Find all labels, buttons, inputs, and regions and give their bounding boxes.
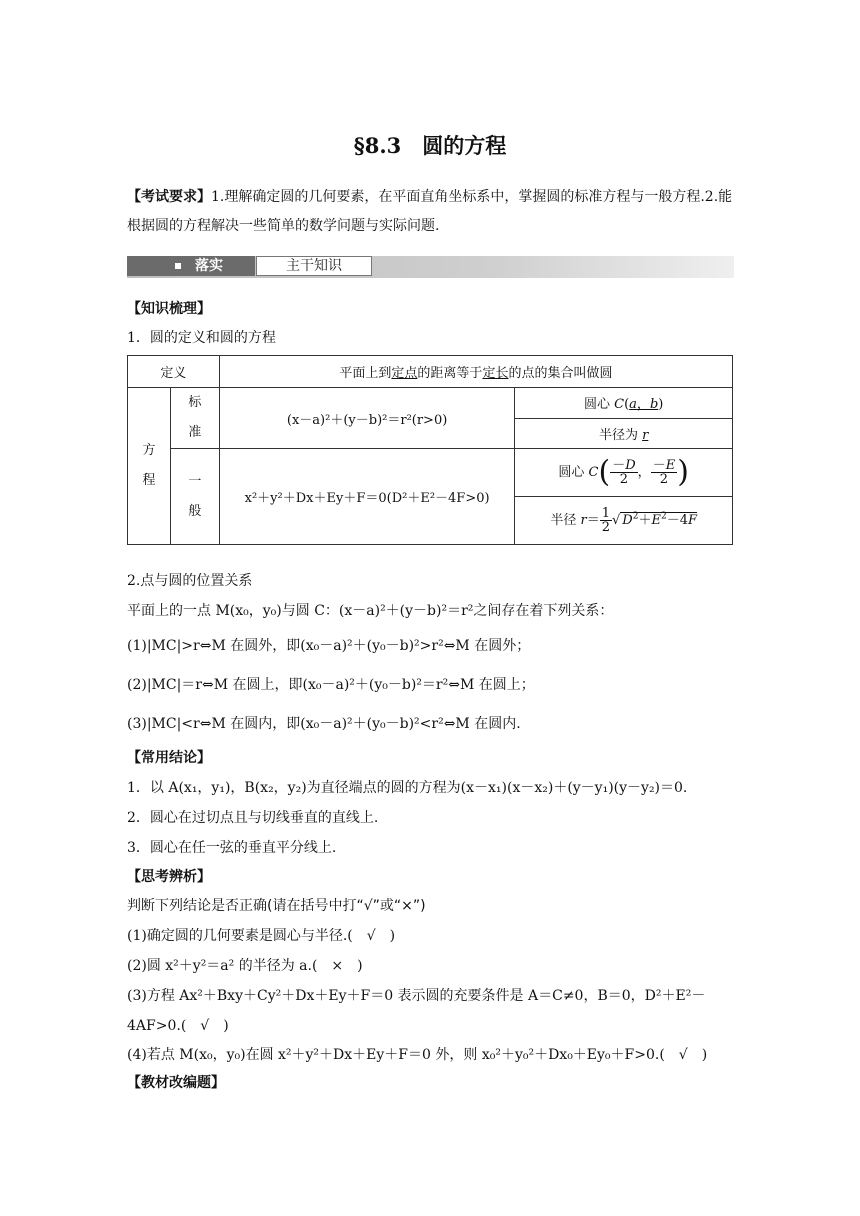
thinking-item-1: (1)确定圆的几何要素是圆心与半径.( √ ) [127,928,396,944]
position-item-3: (3)|MC|<r⇔M 在圆内，即(x₀－a)²＋(y₀－b)²<r²⇔M 在圆内. [127,716,521,732]
knowledge-heading: 【知识梳理】 [127,301,211,317]
thinking-heading: 【思考辨析】 [127,869,211,885]
position-item-2: (2)|MC|＝r⇔M 在圆上，即(x₀－a)²＋(y₀－b)²＝r²⇔M 在圆上； [127,677,535,693]
thinking-item-3: (3)方程 Ax²＋Bxy＋Cy²＋Dx＋Ey＋F＝0 表示圆的充要条件是 A＝C≠0，B＝0，D²＋E²－ [127,988,706,1004]
standard-radius: 半径为 r [515,418,733,449]
circle-equation-table [127,355,733,545]
square-bullet-icon [175,263,181,269]
thinking-item-2: (2)圆 x²＋y²＝a² 的半径为 a.( × ) [127,958,363,974]
conclusion-item-1: 1．以 A(x₁，y₁)，B(x₂，y₂)为直径端点的圆的方程为(x－x₁)(x－x₂)＋(y－y₁)(y－y₂)＝0. [127,780,688,796]
definition-label: 定义 [128,356,220,388]
standard-equation: (x－a)²＋(y－b)²＝r²(r>0) [219,388,514,449]
thinking-item-4: (4)若点 M(x₀，y₀)在圆 x²＋y²＋Dx＋Ey＋F＝0 外，则 x₀²＋y₀²＋Dx₀＋Ey₀＋F>0.( √ ) [127,1047,708,1063]
conclusion-item-2: 2．圆心在过切点且与切线垂直的直线上. [127,810,379,826]
position-heading: 2.点与圆的位置关系 [127,573,253,589]
standard-label: 标 准 [170,388,219,449]
general-equation: x²＋y²＋Dx＋Ey＋F＝0(D²＋E²－4F>0) [219,449,514,545]
general-label: 一 般 [170,449,219,545]
thinking-intro: 判断下列结论是否正确(请在括号中打“√”或“×”) [127,898,426,914]
banner-left [127,256,255,276]
knowledge-item-1: 1．圆的定义和圆的方程 [127,330,276,346]
exam-requirement-text: 1.理解确定圆的几何要素，在平面直角坐标系中，掌握圆的标准方程与一般方程.2.能根据圆的方程解决一些简单的数学问题与实际问题. [127,189,733,234]
textbook-heading: 【教材改编题】 [127,1075,225,1091]
page-title: §8.3 圆的方程 [353,133,507,158]
thinking-item-3-cont: 4AF>0.( √ ) [127,1018,229,1034]
exam-requirement [127,183,734,241]
section-banner [127,256,734,278]
definition-text: 平面上到定点的距离等于定长的点的集合叫做圆 [219,356,732,388]
equation-label: 方 程 [128,388,171,545]
banner-right-label: 主干知识 [256,256,372,276]
position-item-1: (1)|MC|>r⇔M 在圆外，即(x₀－a)²＋(y₀－b)²>r²⇔M 在圆外； [127,638,531,654]
general-center: 圆心 C( $\frac{-D}{2}$ ， $\frac{-E}{2}$ ) [515,449,733,497]
banner-left-label: 落实 [195,258,223,274]
general-radius: 半径 r＝ $\frac{1}{2}$ √ $D^2+E^2-4F$ [515,497,733,545]
conclusions-heading: 【常用结论】 [127,750,211,766]
standard-center: 圆心 C(a，b) [515,388,733,419]
position-intro: 平面上的一点 M(x₀，y₀)与圆 C：(x－a)²＋(y－b)²＝r²之间存在着下列关系： [127,603,614,619]
exam-requirement-label: 【考试要求】 [127,189,211,205]
conclusion-item-3: 3．圆心在任一弦的垂直平分线上. [127,840,337,856]
